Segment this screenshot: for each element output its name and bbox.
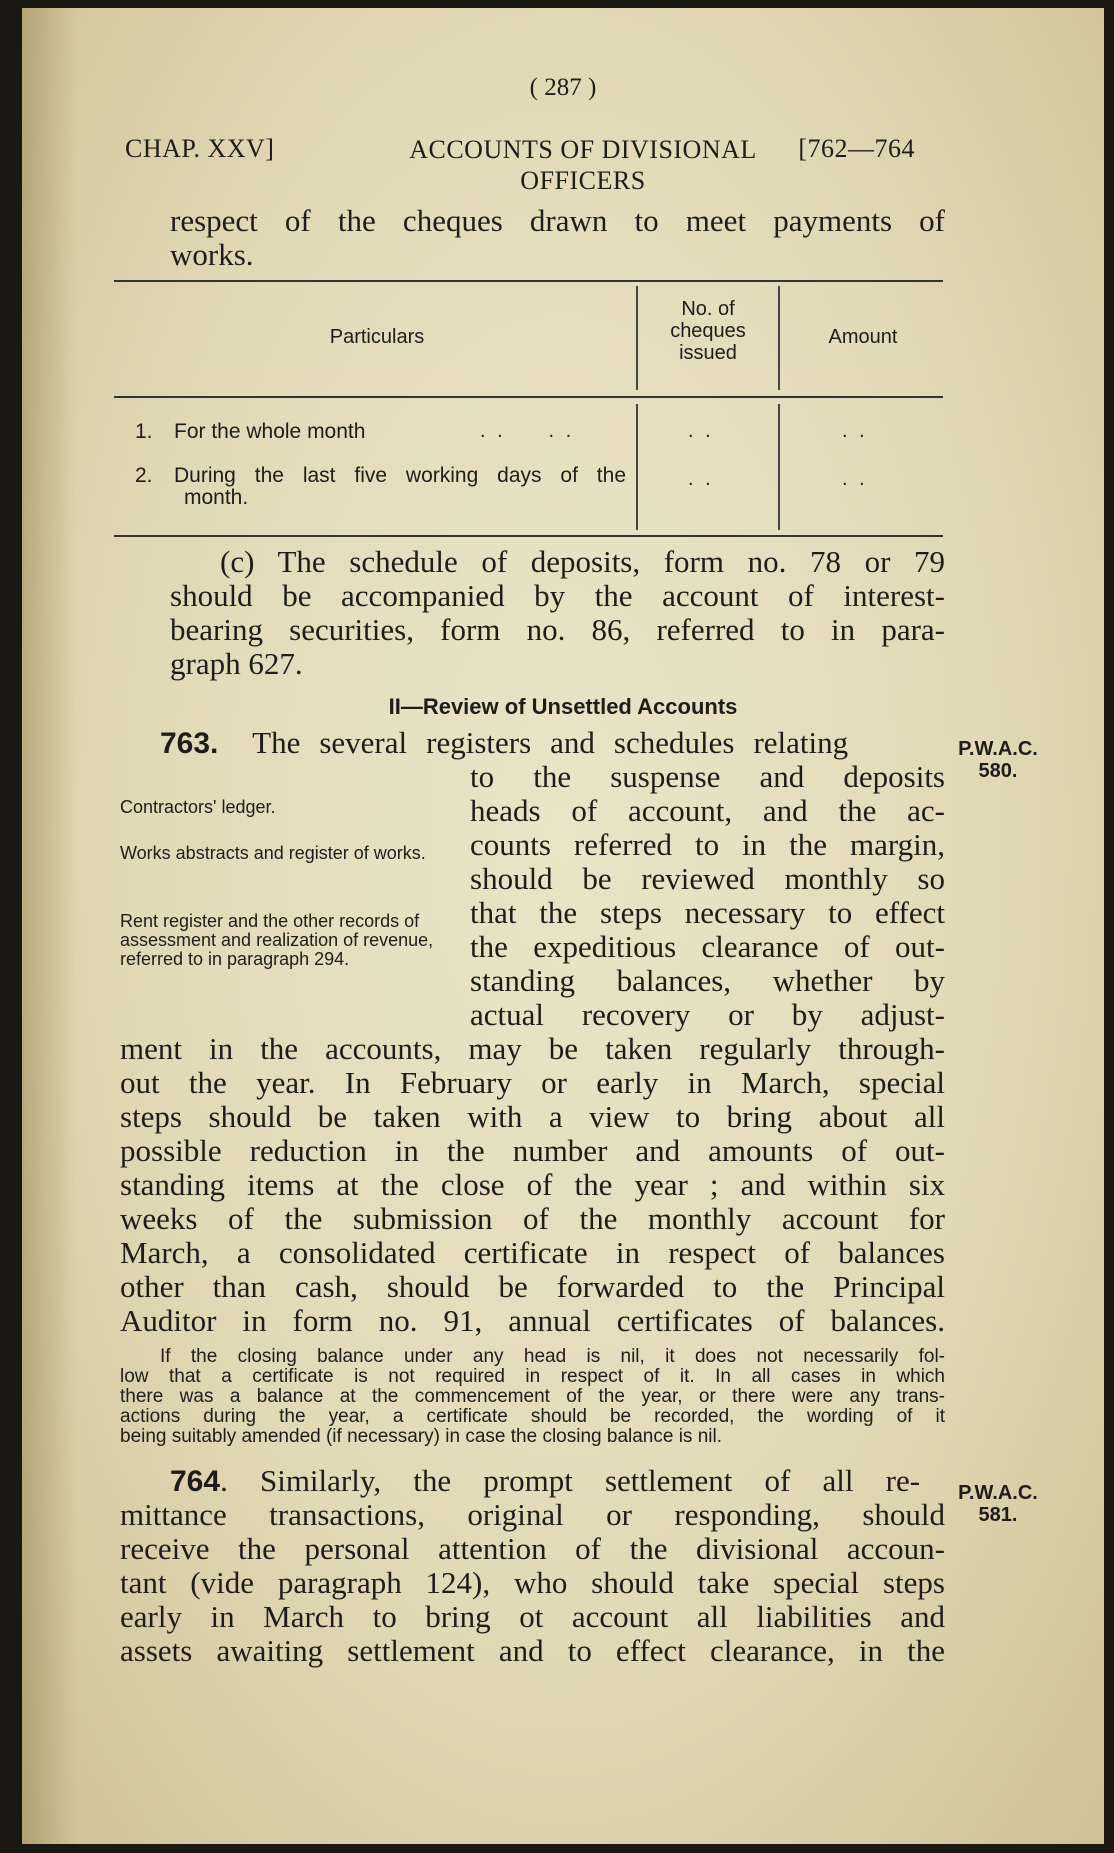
table-top-rule [114, 280, 943, 282]
table-row-amount: . . [842, 420, 868, 442]
table-header-amount: Amount [828, 326, 898, 348]
paragraph-c-line: should be accompanied by the account of interest- [170, 578, 945, 613]
paragraph-c-line: bearing securities, form no. 86, referred to in para- [170, 612, 945, 647]
paragraph-number: 763. [160, 727, 219, 760]
footnote-line: there was a balance at the commencement of the year, or there were any trans- [120, 1386, 945, 1407]
footnote-line: low that a certificate is not required in respect of it. In all cases in which [120, 1366, 945, 1387]
paragraph-763-first-line [160, 726, 945, 761]
table-row-number: 2. [135, 464, 153, 487]
table-row-amount: . . [842, 468, 868, 490]
paragraph-763-line: to the suspense and deposits [470, 759, 945, 794]
paragraph-763-line: standing items at the close of the year ; and within six [120, 1167, 945, 1202]
table-row-number: 1. [135, 420, 153, 443]
paragraph-764-first-line [170, 1464, 945, 1499]
side-reference [942, 1482, 1054, 1526]
paragraph-763-line: standing balances, whether by [470, 963, 945, 998]
table-row-text: month. [184, 486, 249, 509]
header-title: ACCOUNTS OF DIVISIONAL OFFICERS [409, 135, 757, 195]
paragraph-763-line: Auditor in form no. 91, annual certificates of balances. [120, 1303, 945, 1338]
footnote-line: If the closing balance under any head is nil, it does not necessarily fol- [160, 1346, 945, 1367]
paragraph-763-line: other than cash, should be forwarded to the Principal [120, 1269, 945, 1304]
paragraph-764-line: receive the personal attention of the divisional accoun- [120, 1531, 945, 1566]
intro-line: works. [170, 237, 254, 272]
paragraph-763-line: heads of account, and the ac- [470, 793, 945, 828]
side-reference-line: 580. [978, 760, 1018, 782]
paragraph-764-line: mittance transactions, original or responding, should [120, 1497, 945, 1532]
table-header-particulars: Particulars [329, 326, 425, 348]
table-row-cheques: . . [688, 420, 714, 442]
table-divider [778, 404, 780, 530]
section-heading: II—Review of Unsettled Accounts [388, 694, 738, 719]
paragraph-c-line: (c) The schedule of deposits, form no. 78 or 79 [220, 544, 945, 579]
table-divider [778, 286, 780, 390]
paragraph-764-line: assets awaiting settlement and to effect clearance, in the [120, 1633, 945, 1668]
paragraph-763-line: steps should be taken with a view to bring about all [120, 1099, 945, 1134]
footnote-line: being suitably amended (if necessary) in case the closing balance is nil. [120, 1426, 722, 1447]
table-header-rule [114, 396, 943, 398]
table-divider [636, 404, 638, 530]
table-row-text: During the last five working days of the [174, 464, 626, 487]
paragraph-763-line: actual recovery or by adjust- [470, 997, 945, 1032]
table-divider [636, 286, 638, 390]
table-bottom-rule [114, 535, 943, 537]
header-chapter: CHAP. XXV] [125, 134, 275, 163]
page-number: ( 287 ) [529, 74, 597, 101]
table-row-cheques: . . [688, 468, 714, 490]
paragraph-764-line: tant (vide paragraph 124), who should take special steps [120, 1565, 945, 1600]
paragraph-763-line: the expeditious clearance of out- [470, 929, 945, 964]
document-page [22, 8, 1104, 1844]
paragraph-number: 764 [170, 1465, 221, 1498]
table-row-leaders: . . . . [480, 420, 575, 442]
paragraph-text: . Similarly, the prompt settlement of all re- [220, 1463, 921, 1498]
paragraph-763-line: counts referred to in the margin, [470, 827, 945, 862]
paragraph-c-line: graph 627. [170, 646, 303, 681]
table-row-text: For the whole month [174, 420, 366, 443]
paragraph-763-line: possible reduction in the number and amounts of out- [120, 1133, 945, 1168]
header-paragraph-range: [762—764 [798, 134, 915, 163]
side-reference-line: P.W.A.C. [958, 1482, 1038, 1504]
margin-note: Contractors' ledger. [120, 797, 276, 817]
paragraph-764-line: early in March to bring ot account all liabilities and [120, 1599, 945, 1634]
footnote-line: actions during the year, a certificate should be recorded, the wording of it [120, 1406, 945, 1427]
paragraph-763-line: should be reviewed monthly so [470, 861, 945, 896]
paragraph-763-line: ment in the accounts, may be taken regularly through- [120, 1031, 945, 1066]
margin-note: Works abstracts and register of works. [120, 843, 426, 863]
paragraph-763-line: out the year. In February or early in March, special [120, 1065, 945, 1100]
paragraph-763-line: March, a consolidated certificate in respect of balances [120, 1235, 945, 1270]
side-reference-line: 581. [978, 1504, 1018, 1526]
table-header-cheques: No. of cheques issued [670, 298, 746, 364]
paragraph-text: The several registers and schedules relating [252, 725, 849, 760]
side-reference-line: P.W.A.C. [958, 738, 1038, 760]
side-reference [942, 738, 1054, 782]
intro-line: respect of the cheques drawn to meet payments of [170, 203, 945, 238]
paragraph-763-line: that the steps necessary to effect [470, 895, 945, 930]
margin-note: Rent register and the other records of assessment and realization of revenue, referred to in paragraph 294. [120, 911, 434, 969]
paragraph-763-line: weeks of the submission of the monthly account for [120, 1201, 945, 1236]
